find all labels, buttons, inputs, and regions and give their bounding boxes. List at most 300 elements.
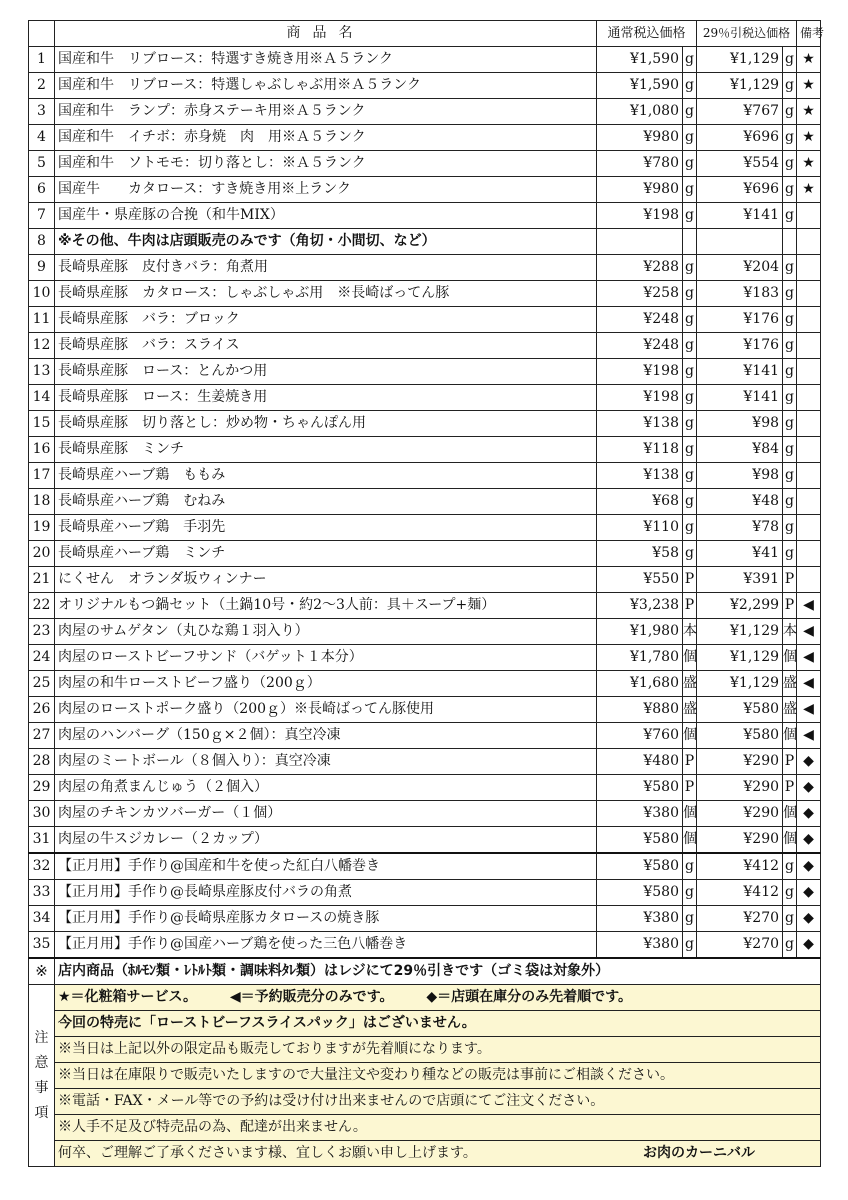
regular-price: ¥110 — [597, 515, 683, 541]
regular-unit: 盛 — [683, 671, 697, 697]
note-line: ※電話・FAX・メール等での予約は受け付け出来ませんので店頭にてご注文ください。 — [55, 1089, 821, 1115]
item-name: 肉屋のローストポーク盛り（200ｇ）※長崎ばってん豚使用 — [55, 697, 597, 723]
discount-unit: g — [783, 203, 797, 229]
special-note: 今回の特売に「ローストビーフスライスパック」はございません。 — [55, 1011, 821, 1037]
table-row — [29, 827, 821, 854]
note-mark — [797, 567, 821, 593]
regular-unit: g — [683, 203, 697, 229]
regular-unit: g — [683, 151, 697, 177]
discount-price: ¥290 — [697, 801, 783, 827]
regular-unit: g — [683, 99, 697, 125]
note-mark: ◆ — [797, 827, 821, 854]
regular-unit: g — [683, 932, 697, 959]
item-name: 国産和牛 リブロース：特選しゃぶしゃぶ用※Ａ５ランク — [55, 73, 597, 99]
discount-price: ¥183 — [697, 281, 783, 307]
table-row — [29, 151, 821, 177]
item-number: 20 — [29, 541, 55, 567]
item-name: 肉屋の角煮まんじゅう（２個入） — [55, 775, 597, 801]
item-number: 34 — [29, 906, 55, 932]
regular-price: ¥198 — [597, 359, 683, 385]
discount-price: ¥412 — [697, 880, 783, 906]
regular-price: ¥580 — [597, 880, 683, 906]
regular-price: ¥58 — [597, 541, 683, 567]
note-mark — [797, 255, 821, 281]
discount-unit — [783, 229, 797, 255]
discount-price: ¥176 — [697, 307, 783, 333]
note-mark: ◀ — [797, 671, 821, 697]
notes-row — [29, 1089, 821, 1115]
table-row — [29, 437, 821, 463]
item-name: 肉屋のローストビーフサンド（バゲット１本分） — [55, 645, 597, 671]
regular-price: ¥380 — [597, 801, 683, 827]
table-row — [29, 359, 821, 385]
store-note-mark: ※ — [29, 958, 55, 985]
item-name: にくせん オランダ坂ウィンナー — [55, 567, 597, 593]
note-line: ※人手不足及び特売品の為、配達が出来ません。 — [55, 1115, 821, 1141]
item-number: 30 — [29, 801, 55, 827]
regular-unit: g — [683, 359, 697, 385]
discount-unit: g — [783, 541, 797, 567]
table-row — [29, 593, 821, 619]
regular-price: ¥1,980 — [597, 619, 683, 645]
discount-unit: g — [783, 880, 797, 906]
regular-unit: g — [683, 385, 697, 411]
regular-price: ¥248 — [597, 307, 683, 333]
note-mark: ★ — [797, 177, 821, 203]
regular-price: ¥138 — [597, 411, 683, 437]
legend-reserve: ◀＝予約販売分のみです。 — [229, 989, 394, 1005]
header-product-name: 商品名 — [55, 21, 597, 47]
discount-unit: g — [783, 281, 797, 307]
regular-price: ¥380 — [597, 906, 683, 932]
notes-label: 注 意 事 項 — [29, 985, 55, 1167]
regular-price — [597, 229, 683, 255]
regular-price: ¥198 — [597, 203, 683, 229]
regular-price: ¥1,680 — [597, 671, 683, 697]
regular-price: ¥980 — [597, 125, 683, 151]
item-name: 肉屋のチキンカツバーガー（１個） — [55, 801, 597, 827]
regular-unit: g — [683, 463, 697, 489]
discount-unit: 本 — [783, 619, 797, 645]
item-number: 25 — [29, 671, 55, 697]
regular-price: ¥1,080 — [597, 99, 683, 125]
item-name: 長崎県産豚 バラ：ブロック — [55, 307, 597, 333]
note-mark: ★ — [797, 151, 821, 177]
note-mark — [797, 541, 821, 567]
item-number: 23 — [29, 619, 55, 645]
item-name: ※その他、牛肉は店頭販売のみです（角切・小間切、など） — [55, 229, 597, 255]
item-number: 6 — [29, 177, 55, 203]
item-name: 長崎県産ハーブ鶏 手羽先 — [55, 515, 597, 541]
regular-price: ¥760 — [597, 723, 683, 749]
item-name: 長崎県産ハーブ鶏 ももみ — [55, 463, 597, 489]
regular-price: ¥3,238 — [597, 593, 683, 619]
notes-row — [29, 1037, 821, 1063]
discount-unit: g — [783, 255, 797, 281]
closing-text: 何卒、ご理解ご了承くださいます様、宜しくお願い申し上げます。 — [58, 1145, 477, 1161]
table-row — [29, 255, 821, 281]
table-row — [29, 307, 821, 333]
discount-unit: P — [783, 593, 797, 619]
note-mark: ★ — [797, 73, 821, 99]
discount-price: ¥696 — [697, 125, 783, 151]
item-number: 8 — [29, 229, 55, 255]
regular-unit: P — [683, 749, 697, 775]
item-name: 長崎県産豚 バラ：スライス — [55, 333, 597, 359]
note-mark: ★ — [797, 99, 821, 125]
item-name: 国産和牛 リブロース：特選すき焼き用※Ａ５ランク — [55, 47, 597, 73]
regular-price: ¥198 — [597, 385, 683, 411]
regular-unit: g — [683, 255, 697, 281]
note-mark — [797, 203, 821, 229]
store-note-row — [29, 958, 821, 985]
note-mark — [797, 333, 821, 359]
discount-price: ¥1,129 — [697, 47, 783, 73]
regular-unit: g — [683, 411, 697, 437]
item-name: 肉屋の和牛ローストビーフ盛り（200ｇ） — [55, 671, 597, 697]
regular-price: ¥288 — [597, 255, 683, 281]
note-mark: ◆ — [797, 749, 821, 775]
table-row — [29, 99, 821, 125]
table-row — [29, 749, 821, 775]
note-mark — [797, 515, 821, 541]
regular-unit: g — [683, 281, 697, 307]
regular-price: ¥258 — [597, 281, 683, 307]
discount-unit: g — [783, 489, 797, 515]
table-row — [29, 47, 821, 73]
item-name: 肉屋のミートボール（８個入り）：真空冷凍 — [55, 749, 597, 775]
item-name: 国産和牛 ソトモモ：切り落とし：※Ａ５ランク — [55, 151, 597, 177]
table-row — [29, 880, 821, 906]
regular-price: ¥980 — [597, 177, 683, 203]
discount-price: ¥98 — [697, 411, 783, 437]
discount-price: ¥204 — [697, 255, 783, 281]
discount-price: ¥767 — [697, 99, 783, 125]
discount-price: ¥1,129 — [697, 671, 783, 697]
discount-unit: g — [783, 463, 797, 489]
store-signature: お肉のカーニバル — [643, 1145, 755, 1161]
note-mark — [797, 411, 821, 437]
regular-price: ¥780 — [597, 151, 683, 177]
regular-price: ¥118 — [597, 437, 683, 463]
notes-row — [29, 1011, 821, 1037]
price-table — [28, 20, 825, 985]
regular-unit: g — [683, 333, 697, 359]
table-row — [29, 177, 821, 203]
table-row — [29, 853, 821, 880]
discount-price: ¥270 — [697, 932, 783, 959]
discount-price: ¥2,299 — [697, 593, 783, 619]
discount-unit: P — [783, 775, 797, 801]
discount-price: ¥290 — [697, 749, 783, 775]
table-row — [29, 723, 821, 749]
table-row — [29, 671, 821, 697]
notes-row — [29, 1063, 821, 1089]
table-row — [29, 333, 821, 359]
table-row — [29, 229, 821, 255]
table-row — [29, 541, 821, 567]
item-number: 26 — [29, 697, 55, 723]
item-name: 国産和牛 イチボ：赤身焼 肉 用※Ａ５ランク — [55, 125, 597, 151]
legend-row — [29, 985, 821, 1011]
item-number: 19 — [29, 515, 55, 541]
discount-unit: 盛 — [783, 671, 797, 697]
discount-price: ¥176 — [697, 333, 783, 359]
regular-unit: g — [683, 307, 697, 333]
regular-unit: g — [683, 125, 697, 151]
discount-price: ¥1,129 — [697, 619, 783, 645]
regular-price: ¥380 — [597, 932, 683, 959]
regular-price: ¥1,780 — [597, 645, 683, 671]
item-number: 29 — [29, 775, 55, 801]
item-number: 28 — [29, 749, 55, 775]
discount-unit: 個 — [783, 827, 797, 854]
note-mark — [797, 281, 821, 307]
regular-unit: 個 — [683, 645, 697, 671]
regular-price: ¥248 — [597, 333, 683, 359]
note-mark: ◀ — [797, 645, 821, 671]
note-mark: ◀ — [797, 593, 821, 619]
item-name: 長崎県産豚 切り落とし：炒め物・ちゃんぽん用 — [55, 411, 597, 437]
table-row — [29, 463, 821, 489]
discount-price: ¥696 — [697, 177, 783, 203]
regular-price: ¥550 — [597, 567, 683, 593]
discount-price: ¥270 — [697, 906, 783, 932]
item-name: 長崎県産ハーブ鶏 ミンチ — [55, 541, 597, 567]
note-mark — [797, 359, 821, 385]
item-number: 3 — [29, 99, 55, 125]
discount-price: ¥580 — [697, 723, 783, 749]
note-mark — [797, 463, 821, 489]
discount-price: ¥84 — [697, 437, 783, 463]
discount-unit: g — [783, 411, 797, 437]
table-row — [29, 385, 821, 411]
item-name: 【正月用】手作り@国産ハーブ鶏を使った三色八幡巻き — [55, 932, 597, 959]
discount-unit: g — [783, 177, 797, 203]
table-row — [29, 697, 821, 723]
price-list-sheet — [28, 20, 825, 1167]
table-row — [29, 411, 821, 437]
table-row — [29, 125, 821, 151]
note-mark: ◀ — [797, 697, 821, 723]
discount-unit: g — [783, 47, 797, 73]
header-no — [29, 21, 55, 47]
note-mark: ★ — [797, 47, 821, 73]
discount-unit: g — [783, 333, 797, 359]
discount-unit: g — [783, 151, 797, 177]
discount-unit: g — [783, 99, 797, 125]
regular-price: ¥580 — [597, 853, 683, 880]
item-number: 2 — [29, 73, 55, 99]
item-name: 肉屋の牛スジカレー（２カップ） — [55, 827, 597, 854]
note-mark — [797, 229, 821, 255]
item-name: 長崎県産豚 カタロース：しゃぶしゃぶ用 ※長崎ばってん豚 — [55, 281, 597, 307]
legend-text — [55, 985, 821, 1011]
discount-price: ¥580 — [697, 697, 783, 723]
item-number: 15 — [29, 411, 55, 437]
item-number: 7 — [29, 203, 55, 229]
item-number: 13 — [29, 359, 55, 385]
item-name: 長崎県産豚 ロース：生姜焼き用 — [55, 385, 597, 411]
table-header-row — [29, 21, 821, 47]
table-row — [29, 281, 821, 307]
discount-price: ¥141 — [697, 203, 783, 229]
item-number: 11 — [29, 307, 55, 333]
item-name: 長崎県産ハーブ鶏 むねみ — [55, 489, 597, 515]
table-row — [29, 203, 821, 229]
item-name: 長崎県産豚 皮付きバラ：角煮用 — [55, 255, 597, 281]
note-line: ※当日は上記以外の限定品も販売しておりますが先着順になります。 — [55, 1037, 821, 1063]
discount-price: ¥412 — [697, 853, 783, 880]
regular-unit: P — [683, 567, 697, 593]
note-mark — [797, 385, 821, 411]
discount-unit: g — [783, 906, 797, 932]
item-number: 12 — [29, 333, 55, 359]
note-mark — [797, 489, 821, 515]
item-name: 肉屋のサムゲタン（丸ひな鶏１羽入り） — [55, 619, 597, 645]
table-row — [29, 515, 821, 541]
item-name: 国産牛・県産豚の合挽（和牛MIX） — [55, 203, 597, 229]
regular-unit: g — [683, 541, 697, 567]
discount-unit: P — [783, 567, 797, 593]
note-mark: ◆ — [797, 906, 821, 932]
discount-price: ¥41 — [697, 541, 783, 567]
discount-price — [697, 229, 783, 255]
discount-price: ¥1,129 — [697, 73, 783, 99]
regular-unit: g — [683, 515, 697, 541]
discount-unit: g — [783, 307, 797, 333]
table-row — [29, 645, 821, 671]
discount-unit: 個 — [783, 723, 797, 749]
discount-unit: g — [783, 437, 797, 463]
item-name: 国産和牛 ランプ：赤身ステーキ用※Ａ５ランク — [55, 99, 597, 125]
discount-unit: g — [783, 359, 797, 385]
item-number: 10 — [29, 281, 55, 307]
note-mark: ★ — [797, 125, 821, 151]
item-name: 長崎県産豚 ミンチ — [55, 437, 597, 463]
item-number: 17 — [29, 463, 55, 489]
discount-unit: g — [783, 385, 797, 411]
regular-unit: g — [683, 853, 697, 880]
note-mark: ◆ — [797, 932, 821, 959]
item-number: 31 — [29, 827, 55, 854]
item-number: 1 — [29, 47, 55, 73]
note-mark: ◆ — [797, 853, 821, 880]
discount-price: ¥98 — [697, 463, 783, 489]
note-mark: ◆ — [797, 775, 821, 801]
discount-price: ¥1,129 — [697, 645, 783, 671]
regular-price: ¥138 — [597, 463, 683, 489]
regular-unit: 個 — [683, 801, 697, 827]
note-mark — [797, 437, 821, 463]
table-row — [29, 619, 821, 645]
regular-unit: P — [683, 593, 697, 619]
regular-unit: g — [683, 177, 697, 203]
item-number: 24 — [29, 645, 55, 671]
discount-unit: 個 — [783, 801, 797, 827]
regular-price: ¥580 — [597, 775, 683, 801]
regular-unit: g — [683, 437, 697, 463]
regular-unit: g — [683, 880, 697, 906]
item-number: 22 — [29, 593, 55, 619]
discount-unit: g — [783, 125, 797, 151]
discount-price: ¥290 — [697, 827, 783, 854]
discount-price: ¥48 — [697, 489, 783, 515]
item-name: オリジナルもつ鍋セット（土鍋10号・約2～3人前：具＋スープ+麺） — [55, 593, 597, 619]
item-name: 国産牛 カタロース：すき焼き用※上ランク — [55, 177, 597, 203]
item-number: 27 — [29, 723, 55, 749]
header-discount-price: 29％引税込価格 — [697, 21, 797, 47]
discount-price: ¥141 — [697, 385, 783, 411]
header-note: 備考 — [797, 21, 821, 47]
regular-unit: 盛 — [683, 697, 697, 723]
discount-price: ¥391 — [697, 567, 783, 593]
regular-unit — [683, 229, 697, 255]
item-number: 14 — [29, 385, 55, 411]
table-row — [29, 775, 821, 801]
regular-price: ¥1,590 — [597, 73, 683, 99]
regular-unit: g — [683, 47, 697, 73]
item-number: 33 — [29, 880, 55, 906]
regular-price: ¥68 — [597, 489, 683, 515]
discount-price: ¥141 — [697, 359, 783, 385]
table-row — [29, 73, 821, 99]
regular-unit: 本 — [683, 619, 697, 645]
item-name: 【正月用】手作り@長崎県産豚皮付バラの角煮 — [55, 880, 597, 906]
note-mark: ◆ — [797, 880, 821, 906]
discount-unit: g — [783, 853, 797, 880]
table-row — [29, 567, 821, 593]
item-number: 21 — [29, 567, 55, 593]
item-number: 35 — [29, 932, 55, 959]
table-row — [29, 801, 821, 827]
discount-unit: P — [783, 749, 797, 775]
item-name: 【正月用】手作り@国産和牛を使った紅白八幡巻き — [55, 853, 597, 880]
header-regular-price: 通常税込価格 — [597, 21, 697, 47]
note-line: ※当日は在庫限りで販売いたしますので大量注文や変わり種などの販売は事前にご相談ください。 — [55, 1063, 821, 1089]
note-mark: ◆ — [797, 801, 821, 827]
regular-price: ¥880 — [597, 697, 683, 723]
table-row — [29, 489, 821, 515]
regular-unit: 個 — [683, 827, 697, 854]
item-number: 18 — [29, 489, 55, 515]
regular-price: ¥580 — [597, 827, 683, 854]
item-name: 長崎県産豚 ロース：とんかつ用 — [55, 359, 597, 385]
item-number: 4 — [29, 125, 55, 151]
regular-price: ¥1,590 — [597, 47, 683, 73]
note-mark — [797, 307, 821, 333]
note-mark: ◀ — [797, 723, 821, 749]
discount-unit: 個 — [783, 645, 797, 671]
regular-unit: g — [683, 489, 697, 515]
table-row — [29, 932, 821, 959]
note-mark: ◀ — [797, 619, 821, 645]
discount-price: ¥290 — [697, 775, 783, 801]
item-number: 9 — [29, 255, 55, 281]
regular-unit: P — [683, 775, 697, 801]
discount-price: ¥78 — [697, 515, 783, 541]
item-number: 16 — [29, 437, 55, 463]
regular-price: ¥480 — [597, 749, 683, 775]
legend-instore: ◆＝店頭在庫分のみ先着順です。 — [426, 989, 633, 1005]
closing-row — [29, 1141, 821, 1167]
item-number: 5 — [29, 151, 55, 177]
discount-unit: g — [783, 73, 797, 99]
item-name: 肉屋のハンバーグ（150ｇ×２個）：真空冷凍 — [55, 723, 597, 749]
notes-row — [29, 1115, 821, 1141]
regular-unit: g — [683, 73, 697, 99]
table-row — [29, 906, 821, 932]
